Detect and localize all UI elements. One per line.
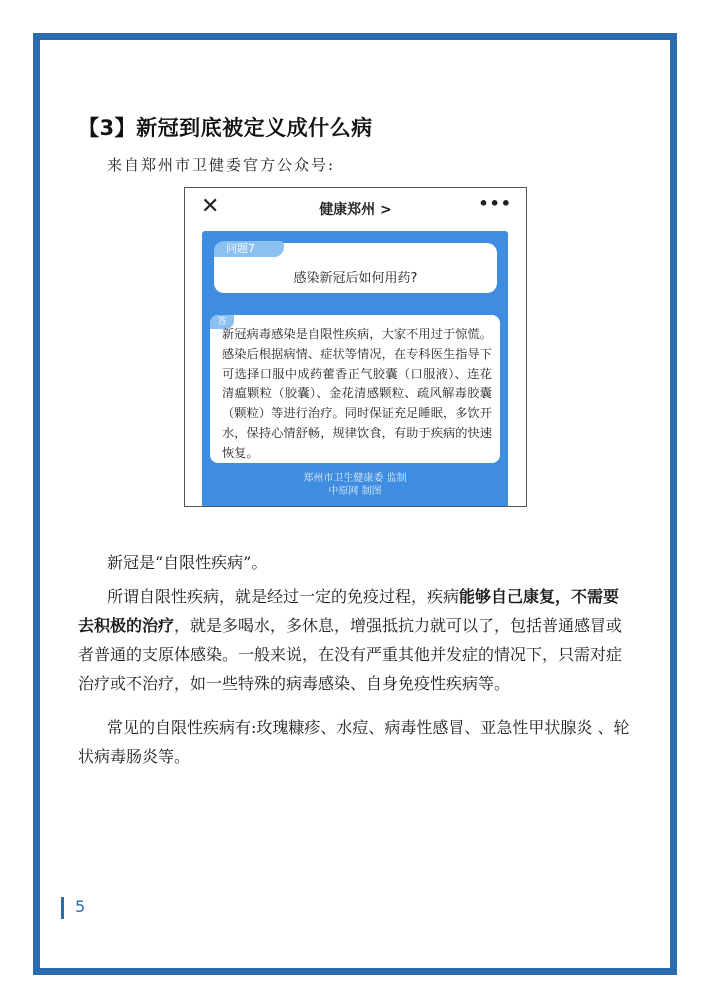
screenshot-card-background: [202, 231, 508, 507]
footer-line-1: 郑州市卫生健康委 监制: [303, 473, 407, 484]
more-icon: •••: [478, 194, 512, 213]
paragraph-1: 新冠是“自限性疾病”。: [107, 553, 268, 572]
page-number: 5: [75, 897, 86, 916]
question-card: [214, 243, 497, 293]
paragraph-2-text-a: 所谓自限性疾病，就是经过一定的免疫过程，疾病: [107, 587, 460, 606]
question-tab: 问题7: [214, 241, 284, 257]
answer-tab: 答: [210, 315, 234, 329]
paragraph-2-bold-2: 不需要去积极的治疗: [78, 587, 620, 635]
question-text: 感染新冠后如何用药?: [293, 271, 418, 286]
paragraph-3: 常见的自限性疾病有:玫瑰糠疹、水痘、病毒性感冒、亚急性甲状腺炎 、轮状病毒肠炎等。: [78, 718, 630, 766]
page-number-bar: [61, 897, 64, 919]
screenshot-top-bar: [185, 188, 526, 228]
source-note: 来自郑州市卫健委官方公众号:: [107, 156, 336, 174]
paragraph-2-bold-1: 能够自己康复: [459, 587, 556, 606]
paragraph-2-comma: ，: [555, 587, 572, 606]
section-heading: 【3】新冠到底被定义成什么病: [78, 116, 373, 140]
embedded-screenshot: [184, 187, 527, 507]
footer-line-2: 中原网 制图: [328, 486, 382, 497]
paragraph-2: [78, 582, 634, 698]
screenshot-title: 健康郑州 >: [319, 202, 392, 218]
close-icon: ✕: [201, 194, 220, 219]
answer-text: 新冠病毒感染是自限性疾病，大家不用过于惊慌。感染后根据病情、症状等情况，在专科医生指导下可选择口服中成药藿香正气胶囊（口服液）、连花清瘟颗粒（胶囊）、金花清感颗粒、疏风解毒胶囊（颗粒）等进行治疗。同时保证充足睡眠，多饮开水，保持心情舒畅，规律饮食，有助于疾病的快速恢复。: [222, 327, 492, 460]
answer-card: [210, 315, 500, 463]
screenshot-footer: [202, 472, 508, 498]
paragraph-2-text-c: ，就是多喝水，多休息，增强抵抗力就可以了，包括普通感冒或者普通的支原体感染。一般来说，在没有严重其他并发症的情况下，只需对症治疗或不治疗，如一些特殊的病毒感染、自身免疫性疾病等。: [78, 616, 623, 693]
